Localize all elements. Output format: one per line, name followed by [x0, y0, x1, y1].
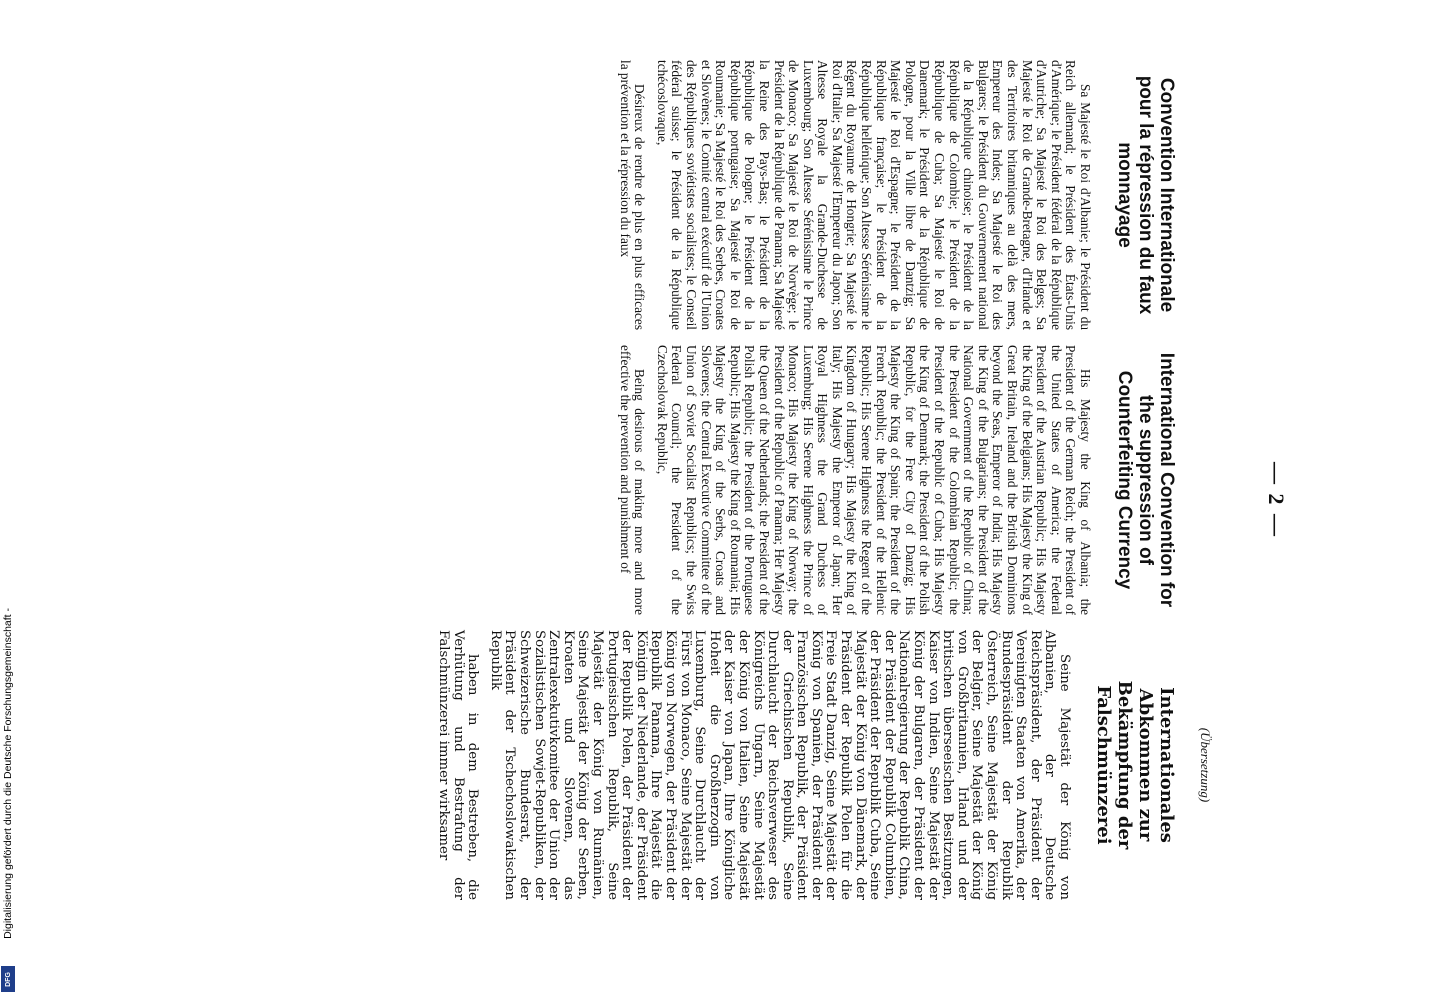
- translation-label: (Übersetzung): [1198, 727, 1213, 803]
- french-title: Convention Internationale pour la répression du faux monnayage: [1114, 75, 1177, 315]
- dfg-logo-text: DFG: [4, 971, 12, 987]
- german-desire: haben in dem Bestreben, die Verhütung und Bestrafung der Falschmünzerei immer wirksamer: [436, 630, 481, 900]
- english-preamble: His Majesty the King of Albania; the President of the German Reich; the President of the United States of America; the Federal President of the Austrian Republic; His Majesty the King of the Belgians; His Majesty the King of Great Britain, Ireland and the British Dominions beyond the Seas, Emperor of India; His Majesty the King of the Bulgarians; the President of the National Government of the Republic of China; the President of the Colombian Republic; the President of the Republic of Cuba; His Majesty the King of Denmark; the President of the Polish Republic, for the Free City of Danzig; His Majesty the King of Spain; the President of the French Republic; the President of the Hellenic Republic; His Serene Highness the Regent of the Kingdom of Hungary; His Majesty the King of Italy; His Majesty the Emperor of Japan; Her Royal Highness the Grand Duchess of Luxemburg; His Serene Highness the Prince of Monaco; His Majesty the King of Norway; the President of the Republic of Panama; Her Majesty the Queen of the Netherlands; the President of the Polish Republic; the President of the Portuguese Republic; His Majesty the King of Roumania; His Majesty the King of the Serbs, Croats and Slovenes; the Central Executive Committee of the Union of Soviet Socialist Republics; the Swiss Federal Council; the President of the Czechoslovak Republic,: [654, 345, 1093, 615]
- german-title: Internationales Abkommen zur Bekämpfung der Falschmünzerei: [1093, 680, 1177, 850]
- dfg-logo-icon: [1, 966, 15, 992]
- page-number: — 2 —: [1264, 462, 1289, 538]
- german-preamble: Seine Majestät der König von Albanien, der Deutsche Reichspräsident, der Präsident der Vereinigten Staaten von Amerika, der Bundespräsident der Republik Österreich, Seine Majestät der König der Belgier, Seine Majestät der König von Großbritannien, Irland und der britischen überseeischen Besitzungen, Kaiser von Indien, Seine Majestät der König der Bulgaren, der Präsident der Nationalregierung der Republik China, der Präsident der Republik Columbien, der Präsident der Republik Cuba, Seine Majestät der König von Dänemark, der Präsident der Republik Polen für die Freie Stadt Danzig, Seine Majestät der König von Spanien, der Präsident der Französischen Republik, der Präsident der Griechischen Republik, Seine Durchlaucht der Reichsverweser des Königreichs Ungarn, Seine Majestät der König von Italien, Seine Majestät der Kaiser von Japan, Ihre Königliche Hoheit die Großherzogin von Luxemburg, Seine Durchlaucht der Fürst von Monaco, Seine Majestät der König von Norwegen, der Präsident der Republik Panama, Ihre Majestät die Königin der Niederlande, der Präsident der Republik Polen, der Präsident der Portugiesischen Republik, Seine Majestät der König von Rumänien, Seine Majestät der König der Serben, Kroaten und Slovenen, das Zentralexekutivkomitee der Union der Sozialistischen Sowjet-Republiken, der Schweizerische Bundesrat, der Präsident der Tschechoslowakischen Republik: [487, 630, 1072, 900]
- column-french: [617, 60, 1177, 330]
- french-preamble: Sa Majesté le Roi d'Albanie; le Président du Reich allemand; le Président des États-Unis d'Amérique; le Président fédéral de la République d'Autriche; Sa Majesté le Roi des Belges; Sa Majesté le Roi de Grande-Bretagne, d'Irlande et des Territoires britanniques au delà des mers, Empereur des Indes; Sa Majesté le Roi des Bulgares; le Président du Gouvernement national de la République chinoise; le Président de la République de Colombie; le Président de la République de Cuba; Sa Majesté le Roi de Danemark; le Président de la République de Pologne, pour la Ville libre de Dantzig; Sa Majesté le Roi d'Espagne; le Président de la République française; le Président de la République hellénique; Son Altesse Sérénissime le Régent du Royaume de Hongrie; Sa Majesté le Roi d'Italie; Sa Majesté l'Empereur du Japon; Son Altesse Royale la Grande-Duchesse de Luxembourg; Son Altesse Sérénissime le Prince de Monaco; Sa Majesté le Roi de Norvège; le Président de la République de Panama; Sa Majesté la Reine des Pays-Bas; le Président de la République de Pologne; le Président de la République portugaise; Sa Majesté le Roi de Roumanie; Sa Majesté le Roi des Serbes, Croates et Slovènes; le Comité central exécutif de l'Union des Républiques soviétistes socialistes; le Conseil fédéral suisse; le Président de la République tchécoslovaque,: [654, 60, 1093, 330]
- column-english: [617, 345, 1177, 615]
- french-desire: Désireux de rendre de plus en plus efficaces la prévention et la répression du faux: [617, 60, 648, 330]
- document-page: [117, 0, 1297, 1000]
- english-desire: Being desirous of making more and more effective the prevention and punishment of: [617, 345, 648, 615]
- english-title: International Convention for the suppression of Counterfeiting Currency: [1114, 352, 1177, 608]
- digitization-credit: Digitalisierung gefördert durch die Deutsche Forschungsgemeinschaft -: [2, 608, 14, 939]
- column-german: [435, 630, 1177, 900]
